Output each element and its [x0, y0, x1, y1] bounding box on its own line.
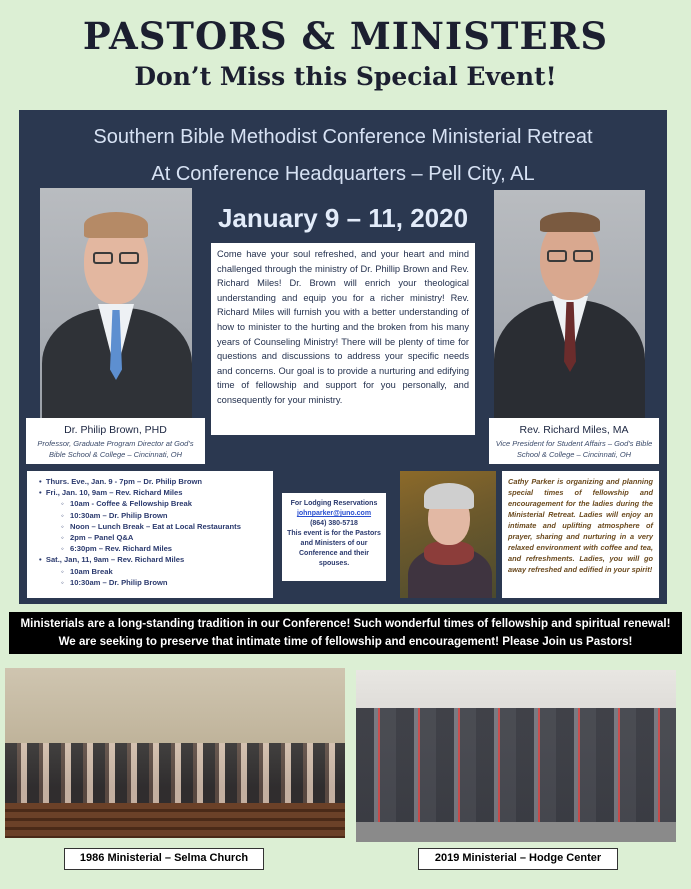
schedule-item: ◦ 10am - Coffee & Fellowship Break	[61, 499, 192, 509]
lodging-note: This event is for the Pastors and Ministers of our Conference and their spouses.	[287, 530, 381, 567]
flyer-title: PASTORS & MINISTERS	[82, 14, 609, 58]
event-heading: Southern Bible Methodist Conference Ministerial Retreat	[93, 126, 593, 148]
photo-caption-2019: 2019 Ministerial – Hodge Center	[418, 848, 618, 870]
speaker-role: Vice President for Student Affairs – God’s Bible School & College – Cincinnati, OH	[495, 439, 653, 459]
speaker-photo-miles	[494, 190, 645, 418]
schedule-item: ◦ Noon – Lunch Break – Eat at Local Restaurants	[61, 521, 241, 531]
schedule-item: ◦ 6:30pm – Rev. Richard Miles	[61, 544, 173, 554]
event-description: Come have your soul refreshed, and your heart and mind challenged through the ministry of Dr. Phillip Brown and Rev. Richard Miles! Dr. Brown will enrich your theological understanding and equip you for a richer ministry! Rev. Richard Miles will furnish you with a better understanding of how to minister to the hurting and the broken from his many years of Counseling Ministry! There will be plenty of time for questions and discussions to address your specific needs and concerns. Our goal is to provide a nurturing and edifying time of fellowship and support for you personally, and consequently for your ministry.	[211, 243, 475, 435]
cathy-parker-photo	[400, 471, 496, 598]
speaker-role: Professor, Graduate Program Director at God’s Bible School & College – Cincinnati, OH	[37, 439, 194, 459]
schedule-item: ◦ 2pm – Panel Q&A	[61, 533, 134, 543]
schedule-item: • Fri., Jan. 10, 9am – Rev. Richard Miles	[39, 488, 183, 498]
event-location: At Conference Headquarters – Pell City, AL	[151, 163, 535, 185]
schedule-item: ◦ 10:30am – Dr. Philip Brown	[61, 577, 168, 587]
photo-2019-ministerial	[356, 670, 676, 842]
speaker-name: Rev. Richard Miles, MA	[519, 424, 629, 436]
event-date: January 9 – 11, 2020	[217, 203, 469, 233]
speaker-caption-miles	[489, 418, 659, 464]
tradition-banner: Ministerials are a long-standing tradition in our Conference! Such wonderful times of fellowship and spiritual renewal! We are seeking to preserve that intimate time of fellowship and encouragement! Please Join us Pastors!	[9, 612, 682, 654]
photo-caption-1986: 1986 Ministerial – Selma Church	[64, 848, 264, 870]
flyer-subtitle: Don’t Miss this Special Event!	[134, 62, 557, 91]
schedule-item: • Thurs. Eve., Jan. 9 - 7pm – Dr. Philip Brown	[39, 477, 203, 486]
schedule-item: • Sat., Jan, 11, 9am – Rev. Richard Miles	[39, 555, 185, 565]
lodging-title: For Lodging Reservations	[290, 500, 378, 507]
schedule-item: ◦ 10am Break	[61, 566, 113, 576]
lodging-phone: (864) 380-5718	[310, 520, 358, 527]
schedule-item: ◦ 10:30am – Dr. Philip Brown	[61, 510, 168, 520]
photo-1986-ministerial	[5, 668, 345, 838]
schedule-list	[27, 471, 273, 598]
speaker-photo-brown	[40, 188, 192, 418]
lodging-email-link[interactable]: johnparker@juno.com	[296, 510, 372, 517]
ladies-info: Cathy Parker is organizing and planning special times of fellowship and encouragement for the ladies during the Ministerial Retreat. Ladies will enjoy an intimate and uplifting atmosphere of prayer, sharing and nurturing in a very relaxed environment with coffee and tea, and refreshments. Ladies, you will go away refreshed and edified in your spirit!	[502, 471, 659, 598]
lodging-box	[282, 493, 386, 581]
speaker-caption-brown	[26, 418, 205, 464]
speaker-name: Dr. Philip Brown, PHD	[64, 424, 167, 436]
